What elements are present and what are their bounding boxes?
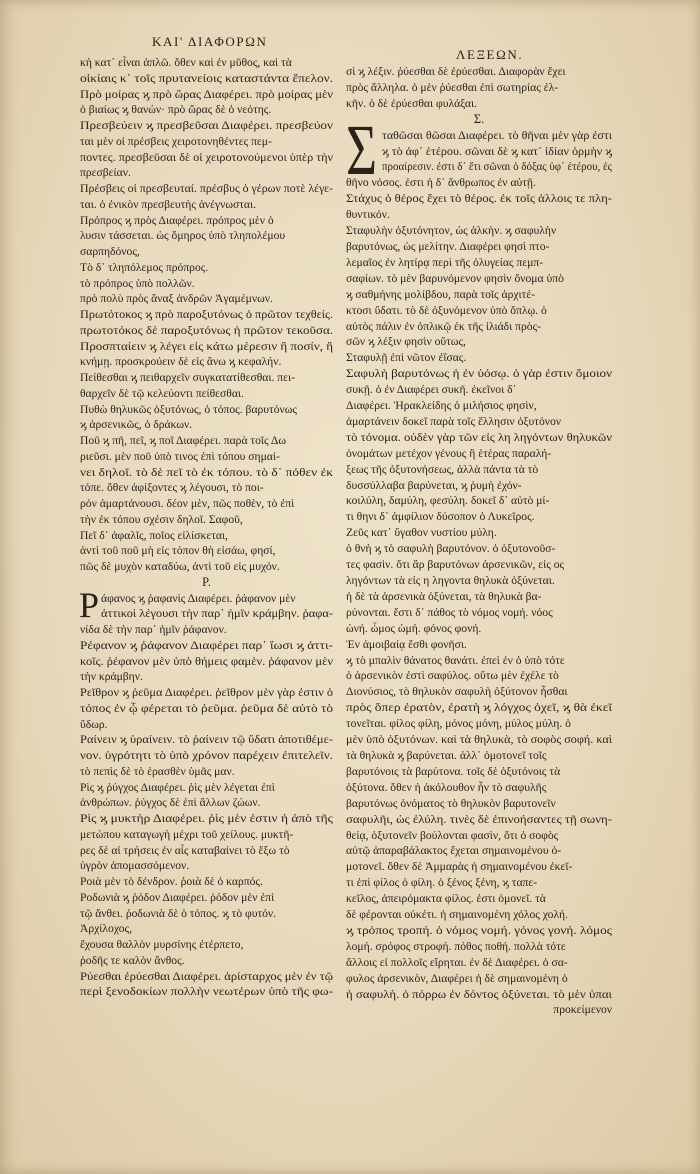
text-line: Ρεῖθρον ϗ ῥεῦμα Διαφέρει. ῥεῖθρον μὲν γὰρ ἐστιν ὁ [80,686,333,699]
text-line: τι ἐπὶ φίλος ὁ φίλη. ὁ ξένος ξένη, ϗ ταπε- [346,876,538,890]
text-line: ἀντὶ τοῦ ποῦ μὴ εἰς τόπον θὴ εἰσάω, φησί, [80,544,276,558]
text-line: Ραίνειν ϗ ὑραίνειν. τὸ ῥαίνειν τῷ ὕδατι ἀποτιθέμε- [80,733,334,747]
text-line: ϗ τὸ μπαλὶν θάνατος θανάτι. ἐπεὶ ἐν ὁ ὑπὸ τότε [346,653,565,667]
text-line: ἄλλοις εἰ πολλοῖς εἴρηται. ἐν δὲ Διαφέρει. ὁ σα- [346,955,568,969]
text-line: τὸ πεπὶς δὲ τὸ ἐρασθὲν ὑμᾶς μαν. [80,764,235,778]
text-line: ρόν ἁμαρτάνουσι. δέον μὲν, πῶς ποθὲν, τὸ ἐπὶ [80,497,295,510]
text-line: ἡ δὲ τὰ ἀρσενικὰ ὀξύνεται, τὰ θηλυκὰ βα- [346,589,542,603]
text-line: πρὸς ἄλληλα. ὁ μὲν ῥύεσθαι ἐπὶ σωτηρίας ἐλ- [346,80,559,94]
text-line: μετώπου καταγωγὴ μέχρι τοῦ χείλους. μυκτῆ- [80,827,294,841]
section-letter: Ρ. [202,574,211,589]
text-line: κεῖλος, ἀπειρόμακτα φίλος. ἐστι ὁμονεῖ. τὰ [346,892,546,906]
text-line: ρύνονται. ἔστι δ᾽ πάθος τὸ νόμος νομή. νόος [346,605,553,619]
section-letter: Σ. [473,111,485,126]
text-line: Ρέφανον ϗ ῥάφανον Διαφέρει παρ᾽ ἴωσι ϗ ἀττι- [80,638,333,652]
text-line: ληγόντων τὰ εἰς η ληγοντα θηλυκὰ ὀξύνεται. [346,574,555,587]
text-line: νον. ὑγρότητι τὸ ὑπὸ χρόνον παρέχειν ἐπιτελεῖν. [80,749,334,762]
drop-cap: Σ [346,110,378,190]
text-line: Ποῦ ϗ πῆ, πεῖ, ϗ ποῖ Διαφέρει. παρὰ τοῖς Δω [80,434,286,447]
text-line: νει δηλοῖ. τὸ δὲ πεῖ τὸ ἐκ τόπου. τὸ δ᾽ πόθεν ἐκ [80,465,333,479]
text-line: Ζεῦς κατ᾽ ὕγαθον νυστίου μύλη. [346,526,497,540]
text-line: ϗ ἀρσενικῶς, ὁ δράκων. [80,418,193,432]
text-line: δὲ φέρονται οὐκέτι. ἡ σημαινομένη χόλος χολή. [346,908,568,922]
text-line: ται μὲν οἱ πρέσβεις χειροτονηθέντες πεμ- [80,134,272,148]
text-line: Πυθὼ θηλυκῶς ὀξυτόνως, ὁ τόπος. βαρυτόνως [80,402,297,416]
text-line: ἀνθρώπων. ῥύγχος δὲ ἐπὶ ἄλλων ζώων. [80,796,261,810]
text-line: σαφίων. τὸ μὲν βαρυνόμενον φησὶν ὄνομα ὑπὸ [346,271,564,285]
text-line: ταθῶσαι θῶσαι Διαφέρει. τὸ θῆναι μὲν γὰρ ἐστι [382,128,612,142]
text-line: σῶν ϗ λέξιν φησὶν οὕτως, [346,335,466,349]
text-line: Σταφυλῇ ἐπὶ νῶτον ἐΐσας. [346,351,467,365]
text-line: ται. ὁ ἐνικὸν πρεσβευτὴς ἀνέγνωσται. [80,197,257,211]
text-line: τὰ θηλυκὰ ϗ βαρύνεται. ἀλλ᾽ ὁμοτονεῖ τοῖς [346,748,547,762]
text-line: ρες δὲ αἱ τρήσεις ἐν αἷς καταβαίνει τὸ ἔξω τὸ [80,843,290,857]
text-line: τὴν κράμβην. [80,670,143,684]
text-line: Πρόπρος ϗ πρὸς Διαφέρει. πρόπρος μὲν ὁ [80,213,274,227]
text-line: ὕδωρ. [80,717,108,731]
text-line: φυλος ἀρσενικὸν, Διαφέρει ἡ δὲ σημαινομένη ὁ [346,971,568,985]
text-line: τὸ πρόπρος ὑπὸ πολλῶν. [80,276,195,290]
text-line: βαρυτόνοις τὰ βαρύτονα. τοῖς δὲ ὀξυτόνοις τὰ [346,764,561,778]
text-line: Ρὶς ϗ μυκτὴρ Διαφέρει. ῥὶς μὲν ἐστιν ἡ ἀπὸ τῆς [80,812,333,825]
text-line: ϗ τρόπος τροπή. ὁ νόμος νομή. γόνος γονή. λόμος [346,923,612,937]
text-line: πῶς δὲ μυχὸν καταδύω, ἀντὶ τοῦ εἰς μυχόν. [80,560,280,573]
text-line: ἀττικοὶ λέγουσι τὴν παρ᾽ ἡμῖν κράμβην. ῥαφα- [101,607,333,621]
text-line: Ρὶς ϗ ῥύγχος Διαφέρει. ῥὶς μὲν λέγεται ἐπὶ [80,780,275,794]
text-line: τόπε. ὅθεν ἀφίξοντες ϗ λέγουσι, τὸ ποι- [80,481,264,495]
text-line: σαφυλῆι, ὡς ἐλύλη. τινὲς δὲ ἐπινοήσαντες τῇ σωνη- [346,812,613,826]
text-line: Διαφέρει. Ἡρακλείδης ὁ μιλήσιος φησὶν, [346,399,537,413]
text-line: Ἀρχίλοχος, [80,922,133,936]
text-line: Προσπταίειν ϗ λέγει εἰς κάτω μέρεσιν ἢ ποσίν, ἢ [80,339,334,353]
text-line: τόπος ἐν ᾧ φέρεται τὸ ῥεῦμα. ῥεῦμα δὲ αὐτὸ τὸ [80,701,333,715]
text-line: σὶ ϗ λέξιν. ῥύεσθαι δὲ ἐρύεσθαι. Διαφορὰν ἔχει [346,65,566,78]
text-line: ὁ θνὴ ϗ τὸ σαφυλὴ βαρυτόνον. ὁ ὀξυτονοῦσ- [346,542,556,556]
text-line: αὐτὸς πάλιν ἐν ὁπλικῷ ἐκ τῆς ἰλιάδι πρὸς- [346,319,542,333]
text-line: κοιλύλη, δαμύλη, φεσύλη. δοκεῖ δ᾽ αὐτὸ μί- [346,494,550,508]
text-line: Διονύσιος, τὸ θηλυκὸν σαφυλὴ ὀξύτονον ἦσθαι [346,685,568,699]
text-line: ὀξύτονα. ὅθεν ἡ ἀκόλουθον ἦν τὸ σαφυλῆς [346,780,547,794]
text-line: τὴν ἐκ τόπου σχέσιν δηλοῖ. Σαφοῦ, [80,512,243,526]
text-line: τὸ τόνομα. οὐδὲν γὰρ τῶν εἰς λη ληγόντων θηλυκῶν [346,430,612,444]
text-line: ὁ βιαίως ϗ θανών· πρὸ ὥρας δὲ ὁ νεότης. [80,103,272,117]
text-line: ποντες. πρεσβεῦσαι δὲ οἱ χειροτονούμενοι ὑπὲρ τὴν [80,150,333,164]
text-line: νίδα δὲ τὴν παρ᾽ ἡμῖν ῥάφανον. [80,623,227,636]
text-line: προαίρεσιν. ἐστι δ᾽ ἔτι σῶναι ὁ δόξας ὑφ᾽ ἑτέρου, ἐς [382,160,613,174]
text-line: τι θηνι δ᾽ ἀμφίλιον δύσοπον ὁ Λυκεῖρος. [346,510,535,524]
text-line: περὶ ξενοδοκίων πολλὴν νεωτέρων ὑπὸ τῆς φω- [80,985,334,999]
text-line: λεμαῖος ἐν λητίρᾳ περὶ τῆς ὀλυγείας πεμπ- [346,255,544,269]
text-line: μὲν ὑπὸ ὀξυτόνων. καὶ τὰ θηλυκὰ, τὸ σοφὸς σοφή. καὶ [346,733,612,747]
text-line: μοτονεῖ. ὅθεν δὲ Ἀμμαρὰς ἡ σημαινομένου ἐκεῖ- [346,860,573,874]
text-line: κῆν. ὁ δὲ ἐρύεσθαι φυλάξαι. [346,96,477,110]
text-line: λυσιν τάσσεται. ὡς ὅμηρος ὑπὸ τληπολέμου [80,229,286,243]
text-line: Πρὸ μοίρας ϗ πρὸ ὥρας Διαφέρει. πρὸ μοίρας μὲν [80,87,334,101]
text-line: Σαφυλὴ βαρυτόνως ἡ ἐν ὑόσῳ. ὁ γὰρ ἐστιν ὅμοιον [346,367,613,381]
text-line: τῷ ἄνθει. ῥοδωνιὰ δὲ ὁ τόπος. ϗ τὸ φυτόν. [80,906,277,920]
catchword: προκείμενον [553,1003,612,1017]
text-line: τες φασὶν. ὅτι ἂρ βαρυτόνων ἀρσενικῶν, εἰς ος [346,558,565,572]
text-line: συκῇ. ὁ ἐν Διαφέρει συκῆ. ἐκεῖνοι δ᾽ [346,383,517,397]
text-line: Ροιὰ μὲν τὸ δένδρον. ῥοιὰ δὲ ὁ καρπός. [80,875,263,888]
text-line: ὀνομάτων μετέχον γένους ἢ ἑτέρας παραλή- [346,446,552,460]
text-line: λομή. σρόφος στροφή. πόθος ποθή. πολλὰ τότε [346,939,566,953]
text-line: Τὸ δ᾽ τληπόλεμος πρόπρος. [80,260,209,274]
text-line: κὴ κατ᾽ εἶναι ἁπλῶ. ὅθεν καὶ ἐν μῦθος, καὶ τὰ [80,56,292,69]
text-line: ξεως τῆς ὀξυτονήσεως, ἀλλὰ πάντα τὰ τὸ [346,462,539,476]
text-line: θείᾳ, ὀξυτονεῖν βούλονται φασὶν, ὅτι ὁ σοφὸς [346,828,559,842]
text-line: Στάχυς ὁ θέρος ἔχει τὸ θέρος. ἐκ τοῖς ἀλλοις τε πλη- [346,192,612,206]
text-line: ῥοδῆς τε καλὸν ἄνθος. [80,953,185,967]
text-line: Ἐν ἀμοιβαίᾳ ἔσθι φονῆσι. [346,637,467,651]
text-line: θῆνο νόσος. ἐστι ἡ δ᾽ ἄνθρωπος ἐν αὐτῇ. [346,176,536,190]
text-line: ἔχουσα θαλλὸν μυρσίνης ἐτέρπετο, [80,938,244,951]
text-line: πρεσβείαν. [80,166,131,180]
text-line: ϗ τὸ ἀφ᾽ ἑτέρου. σῶναι δὲ ϗ κατ᾽ ἰδίαν ὁρμὴν ϗ [382,144,612,158]
left-column [80,55,333,1000]
running-head-right: ΛΕΞΕΩΝ. [456,47,524,62]
text-line: άφανος ϗ ῥαφανὶς Διαφέρει. ῥάφανον μὲν [101,591,296,605]
text-line: ἡ σαφυλὴ. ὁ πόρρω ἐν δόντος ὀξύνεται. τὸ μὲν ὑπαι [346,987,612,1001]
text-line: δυσσύλλαβα βαρύνεται, ϗ ῥυμὴ ἐχόν- [346,478,522,492]
text-line: κοῖς. ῥέφανον μὲν ὑπὸ θήμεις φαμὲν. ῥάφανον μὲν [80,654,333,668]
right-column [346,64,612,1018]
text-line: κνήμῃ. προσκρούειν δὲ εἰς ἄνω ϗ κεφαλήν. [80,355,282,369]
text-line: βαρυτόνως, ὡς μελίτην. Διαφέρει φησὶ πτο- [346,239,550,253]
text-line: ὑγρὸν ἀπομασσόμενον. [80,859,190,873]
text-line: κτοσι ὕδατι. τὸ δὲ ὀξυνόμενον ὑπὸ ὅπλῳ. ὁ [346,303,547,317]
text-line: σαρπηδόνος, [80,245,140,258]
text-line: ϗ σαθμήνης μολίβδου, παρὰ τοῖς ἀρχιτέ- [346,287,536,301]
text-line: οἰκίαις κ᾽ τοῖς πρυτανείοις καταστάντα ἔπελον. [80,71,334,85]
text-line: πρὸς ὅπερ ἐρατὸν, ἐρατὴ ϗ λόγχος ὀχεῖ, ϗ θὰ ἐκεῖ [346,701,612,715]
text-line: ὠνή. ὦμος ὠμή. φόνος φονή. [346,621,482,635]
text-line: Πεῖ δ᾽ ἀφαλῖς, ποῖος εἰλίσκεται, [80,528,228,542]
text-line: Ροδωνιὰ ϗ ῥόδον Διαφέρει. ῥόδον μὲν ἐπὶ [80,890,275,904]
text-line: πρωτοτόκος δὲ παροξυτόνως ἡ πρῶτον τεκοῦσα. [80,323,333,337]
text-line: Πείθεσθαι ϗ πειθαρχεῖν συγκατατίθεσθαι. πει- [80,371,295,384]
text-line: Πρωτότοκος ϗ πρὸ παροξυτόνως ὁ πρῶτον τεχθείς. [80,308,333,321]
text-line: Σταφυλὴν ὀξυτόνητον, ὡς ἀλκὴν. ϗ σαφυλὴν [346,224,557,238]
running-head-left: ΚΑΙ' ΔΙΑΦΟΡΩΝ [152,34,268,49]
text-line: βαρυτόνως ὀνόματος τὸ θηλυκὸν βαρυτονεῖν [346,796,556,810]
text-line: αὐτῷ ἀπαραβάλακτος ἔχεται σημαινομένου ὁ- [346,844,562,858]
text-line: Πρέσβεις οἱ πρεσβευταί. πρέσβυς ὁ γέρων ποτὲ λέγε- [80,182,334,195]
text-line: ριεῦσι. μὲν ποῦ ὑπὸ τινος ἐπὶ τόπου σημαί- [80,449,280,463]
text-line: ἁμαρτάνειν δοκεῖ παρὰ τοῖς ἕλλησιν ὀξυτόνον [346,414,562,428]
text-line: θυντικόν. [346,208,390,222]
text-line: θαρχεῖν δὲ τῷ κελεύοντι πείθεσθαι. [80,386,244,400]
text-line: Πρεσβεύειν ϗ πρεσβεῦσαι Διαφέρει. πρεσβεύον [80,119,334,132]
text-line: ὁ ἀρσενικὸν ἐστὶ σαφύλος. οὕτω μὲν ἐχέλε τὸ [346,669,559,683]
text-line: Ρύεσθαι ἐρύεσθαι Διαφέρει. ἀρίσταρχος μὲν ἐν τῷ [80,969,334,983]
drop-cap: Ρ [79,585,100,625]
text-line: πρὸ πολὺ πρὸς ἄναξ ἀνδρῶν Ἀγαμέμνων. [80,292,273,306]
text-line: τονεῖται. φίλος φίλη, μόνος μόνη, μύλος μύλη. ὁ [346,717,571,731]
